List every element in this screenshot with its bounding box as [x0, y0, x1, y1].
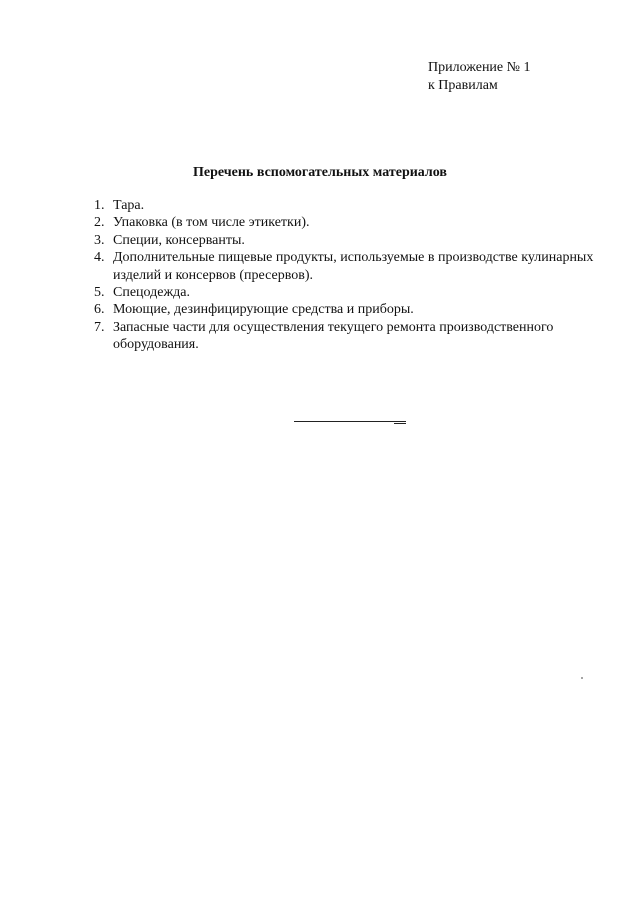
appendix-header: [428, 59, 531, 95]
appendix-number: Приложение № 1: [428, 60, 531, 75]
list-item-number: 4.: [94, 250, 105, 266]
list-item: [94, 319, 594, 354]
list-item-number: 1.: [94, 198, 105, 213]
list-item-text: Тара.: [113, 198, 145, 213]
list-item: [94, 197, 594, 214]
document-title: Перечень вспомогательных материалов: [193, 165, 447, 180]
list-item: [94, 284, 594, 301]
list-item: [94, 301, 594, 318]
list-item-number: 5.: [94, 285, 105, 301]
list-item-text: Упаковка (в том числе этикетки).: [113, 215, 310, 231]
list-item-number: 7.: [94, 319, 105, 335]
closing-divider: [294, 421, 406, 422]
list-item-number: 2.: [94, 215, 105, 231]
list-item: [94, 232, 594, 249]
list-item-text: Моющие, дезинфицирующие средства и приборы.: [113, 302, 414, 318]
appendix-rules-reference: к Правилам: [428, 78, 498, 93]
list-item-number: 3.: [94, 232, 105, 248]
list-item: [94, 214, 594, 231]
list-item: [94, 249, 594, 284]
materials-list: [94, 197, 594, 354]
list-item-text: Специи, консерванты.: [113, 232, 245, 248]
list-item-text: Спецодежда.: [113, 285, 190, 301]
list-item-number: 6.: [94, 302, 105, 318]
scan-artifact-dot: [581, 677, 583, 679]
list-item-text: Запасные части для осуществления текущего ремонта производственного оборудования.: [113, 319, 554, 353]
list-item-text: Дополнительные пищевые продукты, используемые в производстве кулинарных изделий и консервов (пресервов).: [113, 250, 594, 283]
